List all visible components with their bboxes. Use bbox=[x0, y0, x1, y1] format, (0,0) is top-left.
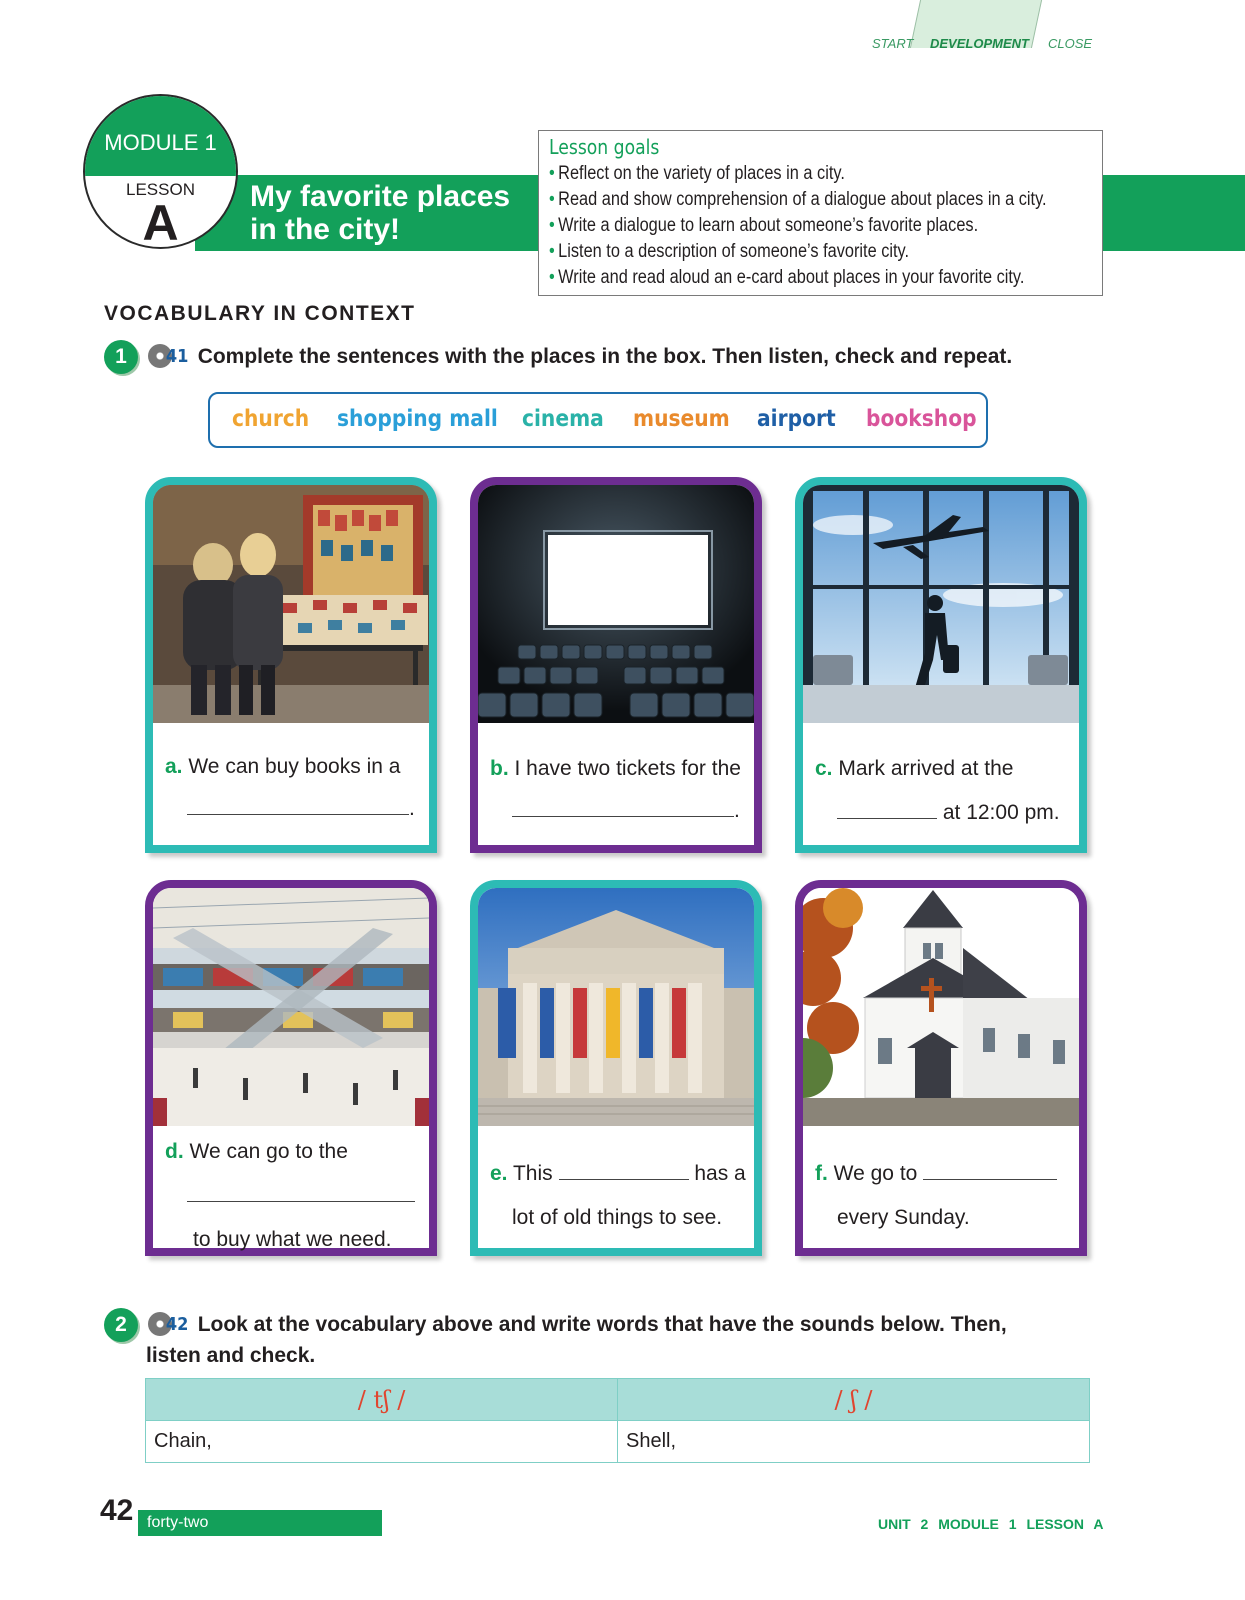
lesson-goals-box bbox=[538, 130, 1103, 296]
airport-photo bbox=[803, 485, 1079, 723]
answer-blank-b[interactable] bbox=[512, 814, 734, 817]
audio-cd-icon[interactable] bbox=[148, 344, 189, 370]
answer-cell-ch[interactable]: Chain, bbox=[146, 1421, 618, 1463]
answer-blank-c[interactable] bbox=[837, 816, 937, 819]
module-badge bbox=[83, 94, 238, 249]
card-e: e. This has a lot of old things to see. bbox=[470, 880, 762, 1256]
lesson-title: My favorite places in the city! bbox=[250, 180, 511, 246]
card-a: a. We can buy books in a . bbox=[145, 477, 437, 853]
section-heading: VOCABULARY IN CONTEXT bbox=[104, 302, 416, 325]
sound-header: / tʃ / bbox=[146, 1379, 618, 1421]
module-label: MODULE 1 bbox=[104, 130, 217, 155]
shopping-mall-photo bbox=[153, 888, 429, 1126]
exercise-1-instruction: 1 41 Complete the sentences with the places in the box. Then listen, check and repeat. bbox=[104, 340, 1012, 374]
card-b: b. I have two tickets for the . bbox=[470, 477, 762, 853]
sentence-a: a. We can buy books in a bbox=[165, 755, 401, 778]
page-number: 42 bbox=[100, 1494, 134, 1527]
word-shopping-mall: shopping mall bbox=[337, 406, 498, 432]
museum-photo bbox=[478, 888, 754, 1126]
sound-header: / ʃ / bbox=[618, 1379, 1090, 1421]
goal-item: • Write a dialogue to learn about someone’s favorite places. bbox=[549, 213, 1016, 239]
answer-blank-a[interactable] bbox=[187, 812, 409, 815]
sentence-e: e. This has a bbox=[490, 1162, 746, 1185]
sentence-c: c. Mark arrived at the bbox=[815, 757, 1014, 780]
sentence-f: f. We go to bbox=[815, 1162, 1057, 1186]
sounds-table bbox=[145, 1378, 1090, 1463]
exercise-2-instruction: 2 42 Look at the vocabulary above and write words that have the sounds below. Then, listen and check. bbox=[104, 1308, 1064, 1368]
church-photo bbox=[803, 888, 1079, 1126]
lesson-label: LESSON bbox=[126, 180, 195, 199]
track-number: 42 bbox=[165, 1314, 189, 1335]
sentence-d: d. We can go to the bbox=[165, 1140, 348, 1163]
track-number: 41 bbox=[165, 346, 189, 367]
answer-blank-e[interactable] bbox=[559, 1177, 689, 1180]
nav-start: START bbox=[872, 36, 914, 51]
exercise-number: 2 bbox=[104, 1308, 138, 1342]
cinema-photo bbox=[478, 485, 754, 723]
lesson-letter: A bbox=[142, 195, 179, 249]
answer-cell-sh[interactable]: Shell, bbox=[618, 1421, 1090, 1463]
lesson-goals-heading: Lesson goals bbox=[549, 135, 660, 159]
word-museum: museum bbox=[633, 406, 730, 432]
nav-development: DEVELOPMENT bbox=[930, 36, 1029, 51]
word-church: church bbox=[232, 406, 310, 432]
word-box bbox=[208, 392, 988, 448]
sentence-b: b. I have two tickets for the bbox=[490, 757, 741, 780]
bookshop-photo bbox=[153, 485, 429, 723]
goal-item: • Read and show comprehension of a dialogue about places in a city. bbox=[549, 187, 1016, 213]
card-c: c. Mark arrived at the at 12:00 pm. bbox=[795, 477, 1087, 853]
goal-item: • Reflect on the variety of places in a city. bbox=[549, 161, 1016, 187]
word-airport: airport bbox=[757, 406, 836, 432]
word-cinema: cinema bbox=[522, 406, 604, 432]
card-f: f. We go to every Sunday. bbox=[795, 880, 1087, 1256]
nav-close: CLOSE bbox=[1048, 36, 1093, 51]
card-d: d. We can go to the to buy what we need. bbox=[145, 880, 437, 1256]
goal-item: • Write and read aloud an e-card about places in your favorite city. bbox=[549, 265, 1016, 291]
answer-blank-d[interactable] bbox=[187, 1199, 415, 1202]
goal-item: • Listen to a description of someone’s favorite city. bbox=[549, 239, 1016, 265]
lesson-stage-nav bbox=[860, 0, 1093, 56]
exercise-number: 1 bbox=[104, 340, 138, 374]
page-number-words: forty-two bbox=[147, 1514, 209, 1531]
footer-location: UNIT 2 MODULE 1 LESSON A bbox=[878, 1516, 1104, 1532]
audio-cd-icon[interactable] bbox=[148, 1312, 189, 1338]
answer-blank-f[interactable] bbox=[923, 1177, 1057, 1180]
title-band-right bbox=[1100, 175, 1245, 251]
word-bookshop: bookshop bbox=[866, 406, 977, 432]
